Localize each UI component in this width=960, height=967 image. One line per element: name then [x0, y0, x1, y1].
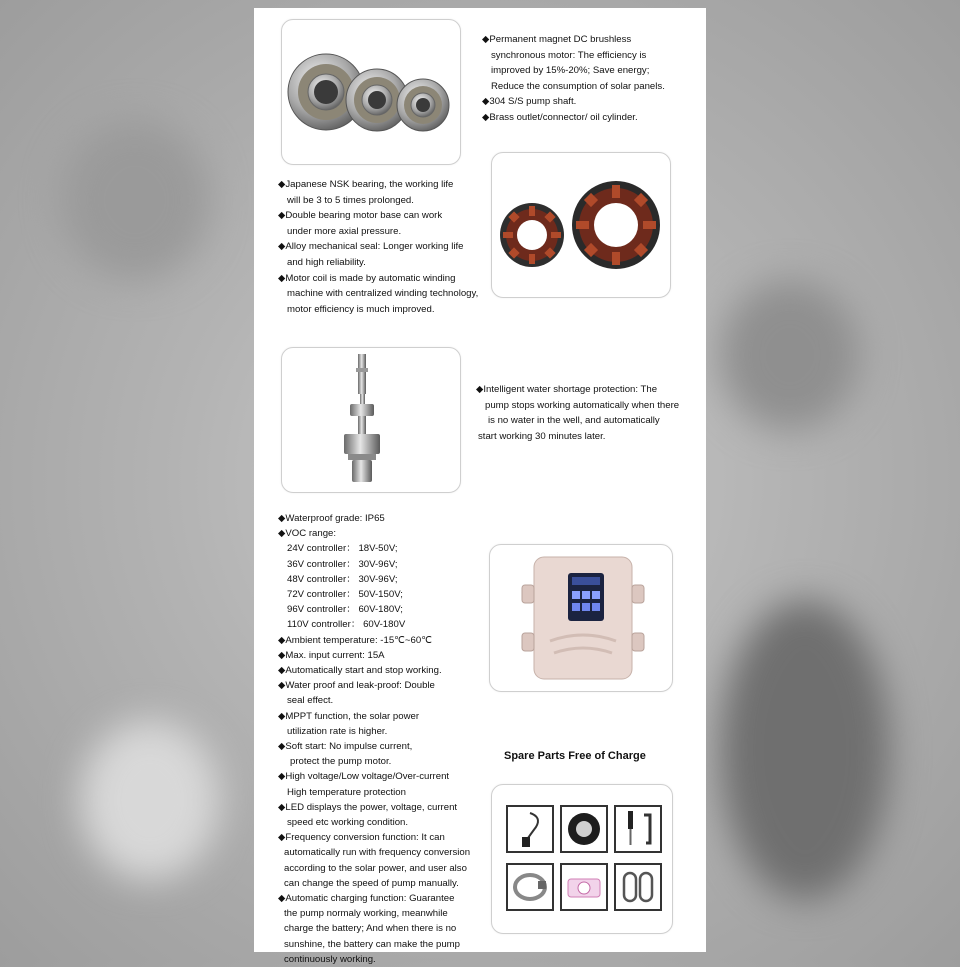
- background-blur: [80, 720, 220, 880]
- feature-line: pump stops working automatically when there: [485, 399, 680, 411]
- feature-line: ◆MPPT function, the solar power: [278, 710, 420, 722]
- spare-parts-title: Spare Parts Free of Charge: [504, 750, 646, 762]
- feature-line: under more axial pressure.: [287, 225, 402, 237]
- feature-line: synchronous motor: The efficiency is: [491, 49, 647, 61]
- feature-line: ◆304 S/S pump shaft.: [482, 96, 577, 108]
- feature-line: ◆Brass outlet/connector/ oil cylinder.: [482, 111, 638, 123]
- feature-line: ◆Ambient temperature: -15℃~60℃: [278, 634, 432, 646]
- cable-icon: [508, 807, 552, 851]
- feature-line: sunshine, the battery can make the pump: [284, 938, 460, 950]
- feature-line: speed etc working condition.: [287, 817, 409, 829]
- feature-line: ◆High voltage/Low voltage/Over-current: [278, 771, 450, 783]
- feature-line: ◆Intelligent water shortage protection: The: [476, 384, 658, 395]
- feature-line: ◆Double bearing motor base can work: [278, 210, 443, 222]
- stator-left: [500, 203, 564, 267]
- product-sheet: [254, 8, 706, 965]
- feature-line: protect the pump motor.: [290, 756, 392, 768]
- background-blur: [720, 280, 860, 430]
- feature-text-block-2: [278, 177, 478, 317]
- feature-line: ◆VOC range:: [278, 528, 337, 540]
- voc-line: 24V controller： 18V-50V;: [287, 543, 398, 555]
- feature-line: ◆Soft start: No impulse current,: [278, 741, 413, 753]
- feature-line: motor efficiency is much improved.: [287, 303, 435, 315]
- tools-tile: [614, 805, 662, 853]
- motor-stator-image: [491, 152, 671, 298]
- feature-text-block-3: [476, 382, 679, 444]
- feature-text-block-4: [278, 511, 470, 967]
- screwdriver-icon: [616, 807, 660, 851]
- seal-tape-tile: [560, 863, 608, 911]
- feature-line: ◆Automatically start and stop working.: [278, 665, 442, 677]
- background-blur: [720, 600, 890, 900]
- feature-line: the pump normaly working, meanwhile: [284, 908, 448, 920]
- feature-line: charge the battery; And when there is no: [284, 923, 457, 935]
- tape-icon: [562, 807, 606, 851]
- feature-line: machine with centralized winding technology,: [287, 288, 479, 300]
- feature-line: according to the solar power, and user also: [284, 862, 467, 874]
- feature-line: ◆Motor coil is made by automatic winding: [278, 272, 456, 284]
- feature-line: is no water in the well, and automatically: [488, 415, 660, 427]
- spare-parts-image: [491, 784, 673, 934]
- feature-line: ◆Japanese NSK bearing, the working life: [278, 179, 454, 190]
- voc-line: 48V controller： 30V-96V;: [287, 573, 398, 585]
- feature-text-block-1: [482, 32, 665, 126]
- feature-line: can change the speed of pump manually.: [284, 877, 459, 889]
- voc-line: 110V controller： 60V-180V: [287, 619, 406, 631]
- feature-line: Reduce the consumption of solar panels.: [491, 80, 665, 92]
- feature-line: and high reliability.: [287, 256, 366, 268]
- feature-line: High temperature protection: [287, 786, 406, 798]
- feature-line: improved by 15%-20%; Save energy;: [491, 65, 650, 77]
- voc-line: 72V controller： 50V-150V;: [287, 589, 403, 601]
- seal-tape-icon: [562, 865, 606, 909]
- background-blur: [60, 120, 210, 280]
- feature-line: ◆Max. input current: 15A: [278, 649, 385, 661]
- feature-line: ◆Frequency conversion function: It can: [278, 832, 445, 844]
- carabiner-tile: [614, 863, 662, 911]
- voc-line: 96V controller： 60V-180V;: [287, 604, 403, 616]
- feature-line: ◆Permanent magnet DC brushless: [482, 34, 632, 45]
- pump-shaft-image: [281, 347, 461, 493]
- feature-line: continuously working.: [284, 953, 376, 965]
- cable-tool-tile: [506, 805, 554, 853]
- bearings-image: [281, 19, 461, 165]
- hose-clamp-tile: [506, 863, 554, 911]
- voc-line: 36V controller： 30V-96V;: [287, 558, 398, 570]
- tape-roll-tile: [560, 805, 608, 853]
- feature-line: ◆Waterproof grade: IP65: [278, 513, 385, 524]
- feature-line: ◆Automatic charging function: Guarantee: [278, 893, 455, 905]
- feature-line: utilization rate is higher.: [287, 725, 388, 737]
- feature-line: ◆Alloy mechanical seal: Longer working life: [278, 241, 464, 253]
- carabiner-icon: [616, 865, 660, 909]
- feature-line: seal effect.: [287, 695, 334, 707]
- feature-line: will be 3 to 5 times prolonged.: [287, 194, 414, 206]
- feature-line: start working 30 minutes later.: [478, 430, 606, 442]
- feature-line: ◆Water proof and leak-proof: Double: [278, 680, 435, 692]
- controller-image: [489, 544, 673, 692]
- clamp-icon: [508, 865, 552, 909]
- stator-right: [572, 181, 660, 269]
- feature-line: automatically run with frequency conversion: [284, 847, 471, 859]
- feature-line: ◆LED displays the power, voltage, current: [278, 801, 458, 813]
